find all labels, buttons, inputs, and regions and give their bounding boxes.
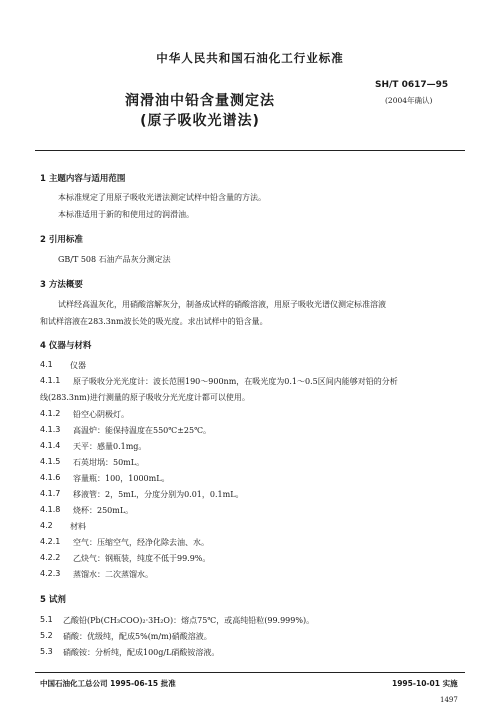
item-text: 移液管：2，5mL，分度分别为0.01，0.1mL。 xyxy=(73,490,244,499)
section-1-paragraph-2: 本标准适用于新的和使用过的润滑油。 xyxy=(58,210,194,219)
header-divider xyxy=(35,150,465,151)
item-number: 4.2 xyxy=(40,521,53,530)
item-number: 4.2.1 xyxy=(40,537,61,546)
approval-line: 中国石油化工总公司 1995-06-15 批准 xyxy=(40,679,176,688)
section-3-heading: 3 方法概要 xyxy=(40,280,83,290)
item-text: 硝酸：优级纯，配成5%(m/m)硝酸溶液。 xyxy=(63,632,212,641)
item-number: 5.2 xyxy=(40,631,53,640)
section-1-paragraph-1: 本标准规定了用原子吸收光谱法测定试样中铅含量的方法。 xyxy=(58,193,266,202)
section-2-reference: GB/T 508 石油产品灰分测定法 xyxy=(58,255,171,264)
item-number: 4.1.3 xyxy=(40,425,61,434)
section-3-line-2: 和试样溶液在283.3nm波长处的吸光度。求出试样中的铅含量。 xyxy=(40,317,268,326)
footer-divider xyxy=(35,672,465,673)
item-text: 烧杯：250mL。 xyxy=(73,506,134,515)
item-number: 5.1 xyxy=(40,615,53,624)
issuing-authority-header: 中华人民共和国石油化工行业标准 xyxy=(156,51,344,65)
item-text: 铅空心阴极灯。 xyxy=(73,410,129,419)
item-text: 天平：感量0.1mg。 xyxy=(73,442,147,451)
implementation-date: 1995-10-01 实施 xyxy=(392,679,458,688)
item-text: 乙炔气：钢瓶装，纯度不低于99.9%。 xyxy=(73,554,211,563)
item-text-continuation: 线(283.3nm)进行测量的原子吸收分光光度计都可以使用。 xyxy=(40,393,250,402)
item-text: 材料 xyxy=(70,522,86,531)
section-2-heading: 2 引用标准 xyxy=(40,235,83,245)
item-text: 原子吸收分光光度计：波长范围190～900nm，在吸光度为0.1～0.5区间内能够对铅的分析 xyxy=(73,377,398,386)
item-number: 4.1.1 xyxy=(40,376,61,385)
item-text: 石英坩埚：50mL。 xyxy=(73,458,145,467)
item-number: 4.1.5 xyxy=(40,457,61,466)
section-4-heading: 4 仪器与材料 xyxy=(40,341,92,351)
page-number: 1497 xyxy=(440,696,458,704)
document-subtitle: (原子吸收光谱法) xyxy=(140,113,260,129)
section-3-line-1: 试样经高温灰化，用硝酸溶解灰分，制备成试样的硝酸溶液，用原子吸收光谱仪测定标准溶液 xyxy=(58,300,386,309)
item-number: 4.2.3 xyxy=(40,569,61,578)
item-number: 4.1.4 xyxy=(40,441,61,450)
item-number: 4.1.2 xyxy=(40,409,61,418)
item-text: 蒸馏水：二次蒸馏水。 xyxy=(73,570,153,579)
standard-code: SH/T 0617—95 xyxy=(375,80,449,90)
item-text: 仪器 xyxy=(70,361,86,370)
item-number: 5.3 xyxy=(40,647,53,656)
item-text: 乙酸铅(Pb(CH₃COO)₂·3H₂O)：熔点75℃，或高纯铅粒(99.999%)。 xyxy=(63,616,315,625)
document-title: 润滑油中铅含量测定法 xyxy=(125,93,275,109)
item-number: 4.1.6 xyxy=(40,473,61,482)
section-1-heading: 1 主题内容与适用范围 xyxy=(40,174,126,184)
item-number: 4.1.7 xyxy=(40,489,61,498)
item-text: 空气：压缩空气，经净化除去油、水。 xyxy=(73,538,209,547)
confirmation-note: (2004年确认) xyxy=(385,96,433,105)
item-text: 高温炉：能保持温度在550℃±25℃。 xyxy=(73,426,212,435)
item-number: 4.1 xyxy=(40,360,53,369)
item-text: 容量瓶：100，1000mL。 xyxy=(73,474,170,483)
item-number: 4.2.2 xyxy=(40,553,61,562)
item-text: 硝酸铵：分析纯，配成100g/L硝酸铵溶液。 xyxy=(63,648,220,657)
section-5-heading: 5 试剂 xyxy=(40,595,66,605)
item-number: 4.1.8 xyxy=(40,505,61,514)
